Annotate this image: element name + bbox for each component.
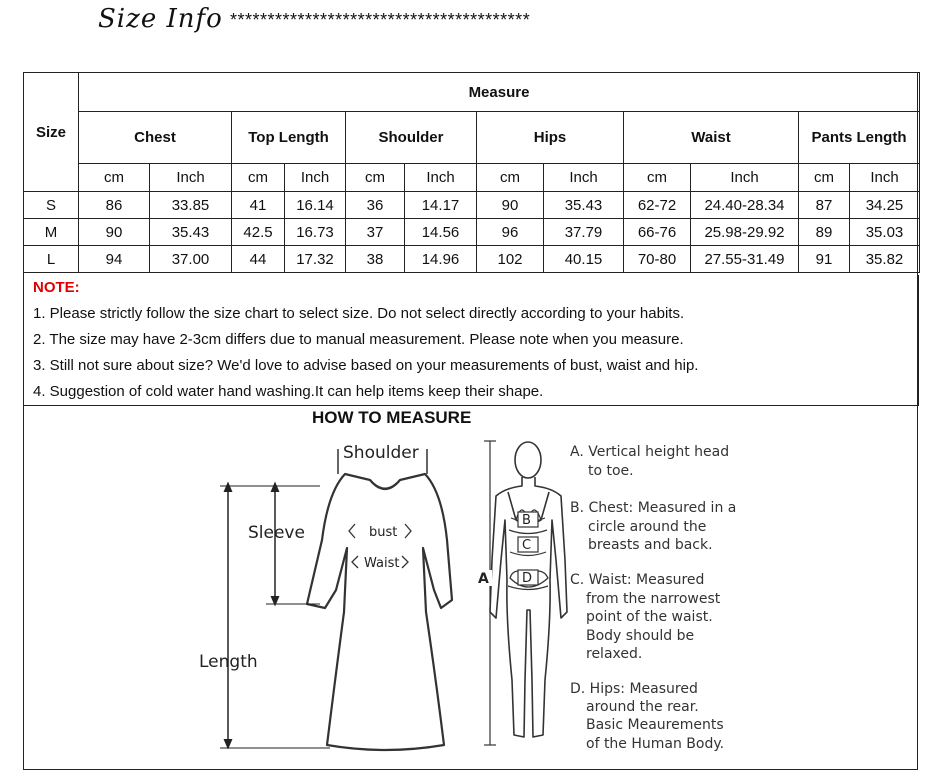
table-cell: 66-76 [624, 219, 691, 246]
how-to-measure-title: HOW TO MEASURE [312, 408, 472, 427]
table-cell: 102 [477, 246, 544, 273]
size-cell: S [24, 192, 79, 219]
waist-label: Waist [364, 556, 400, 571]
instruction-line: point of the waist. [586, 609, 713, 625]
unit-cell: Inch [150, 164, 232, 192]
body-label-a: A [478, 571, 489, 587]
table-cell: 90 [79, 219, 150, 246]
note-line: 2. The size may have 2-3cm differs due to manual measurement. Please note when you measure. [33, 331, 684, 348]
table-cell: 14.17 [405, 192, 477, 219]
table-cell: 89 [799, 219, 850, 246]
table-cell: 62-72 [624, 192, 691, 219]
length-label: Length [199, 652, 258, 672]
table-cell: 38 [346, 246, 405, 273]
note-heading: NOTE: [33, 279, 80, 296]
unit-cell: Inch [691, 164, 799, 192]
table-cell: 14.56 [405, 219, 477, 246]
instruction-line: Body should be [586, 628, 695, 644]
table-cell: 35.03 [850, 219, 920, 246]
group-header-hips: Hips [477, 112, 624, 164]
measurement-instructions [570, 444, 736, 752]
table-cell: 16.73 [285, 219, 346, 246]
table-cell: 14.96 [405, 246, 477, 273]
instruction-line: from the narrowest [586, 591, 721, 607]
unit-cell: Inch [285, 164, 346, 192]
instruction-line: of the Human Body. [586, 736, 725, 752]
group-header-waist: Waist [624, 112, 799, 164]
instruction-line: to toe. [588, 463, 634, 479]
body-label-d: D [522, 571, 533, 586]
sleeve-label: Sleeve [248, 523, 305, 543]
unit-cell: Inch [544, 164, 624, 192]
table-cell: 90 [477, 192, 544, 219]
table-cell: 35.43 [544, 192, 624, 219]
instruction-line: Basic Meaurements [586, 717, 724, 733]
instruction-line: D. Hips: Measured [570, 681, 698, 697]
body-label-b: B [522, 513, 531, 528]
table-cell: 16.14 [285, 192, 346, 219]
instruction-line: A. Vertical height head [570, 444, 730, 460]
unit-cell: Inch [405, 164, 477, 192]
body-label-c: C [522, 538, 532, 553]
unit-cell: cm [799, 164, 850, 192]
instruction-line: relaxed. [586, 646, 643, 662]
group-header-pants-length: Pants Length [799, 112, 920, 164]
table-cell: 37.79 [544, 219, 624, 246]
unit-cell: Inch [850, 164, 920, 192]
table-cell: 87 [799, 192, 850, 219]
instruction-line: around the rear. [586, 699, 699, 715]
table-cell: 33.85 [150, 192, 232, 219]
table-cell: 96 [477, 219, 544, 246]
size-cell: L [24, 246, 79, 273]
measure-header: Measure [79, 73, 920, 112]
size-info-title: Size Info [98, 4, 223, 34]
table-cell: 37.00 [150, 246, 232, 273]
table-cell: 40.15 [544, 246, 624, 273]
shoulder-label: Shoulder [343, 443, 419, 463]
instruction-line: B. Chest: Measured in a [570, 500, 737, 516]
table-cell: 44 [232, 246, 285, 273]
table-cell: 24.40-28.34 [691, 192, 799, 219]
table-cell: 42.5 [232, 219, 285, 246]
unit-cell: cm [477, 164, 544, 192]
title-decoration-stars: **************************************** [230, 10, 531, 30]
note-line: 3. Still not sure about size? We'd love to advise based on your measurements of bust, waist and hip. [33, 357, 699, 374]
table-cell: 70-80 [624, 246, 691, 273]
unit-cell: cm [624, 164, 691, 192]
table-cell: 35.82 [850, 246, 920, 273]
size-header: Size [24, 73, 79, 192]
unit-cell: cm [79, 164, 150, 192]
group-header-shoulder: Shoulder [346, 112, 477, 164]
table-cell: 34.25 [850, 192, 920, 219]
table-cell: 41 [232, 192, 285, 219]
table-cell: 25.98-29.92 [691, 219, 799, 246]
note-line: 1. Please strictly follow the size chart to select size. Do not select directly according to your habits. [33, 305, 685, 322]
bust-label: bust [369, 525, 398, 540]
instruction-line: breasts and back. [588, 537, 713, 553]
group-header-chest: Chest [79, 112, 232, 164]
group-header-top-length: Top Length [232, 112, 346, 164]
table-cell: 35.43 [150, 219, 232, 246]
table-cell: 27.55-31.49 [691, 246, 799, 273]
dress-outline-icon [307, 474, 452, 750]
table-cell: 91 [799, 246, 850, 273]
table-cell: 94 [79, 246, 150, 273]
table-cell: 86 [79, 192, 150, 219]
unit-cell: cm [232, 164, 285, 192]
instruction-line: circle around the [588, 519, 707, 535]
table-cell: 17.32 [285, 246, 346, 273]
table-cell: 37 [346, 219, 405, 246]
table-cell: 36 [346, 192, 405, 219]
note-line: 4. Suggestion of cold water hand washing.It can help items keep their shape. [33, 383, 544, 400]
unit-cell: cm [346, 164, 405, 192]
size-cell: M [24, 219, 79, 246]
instruction-line: C. Waist: Measured [570, 572, 705, 588]
